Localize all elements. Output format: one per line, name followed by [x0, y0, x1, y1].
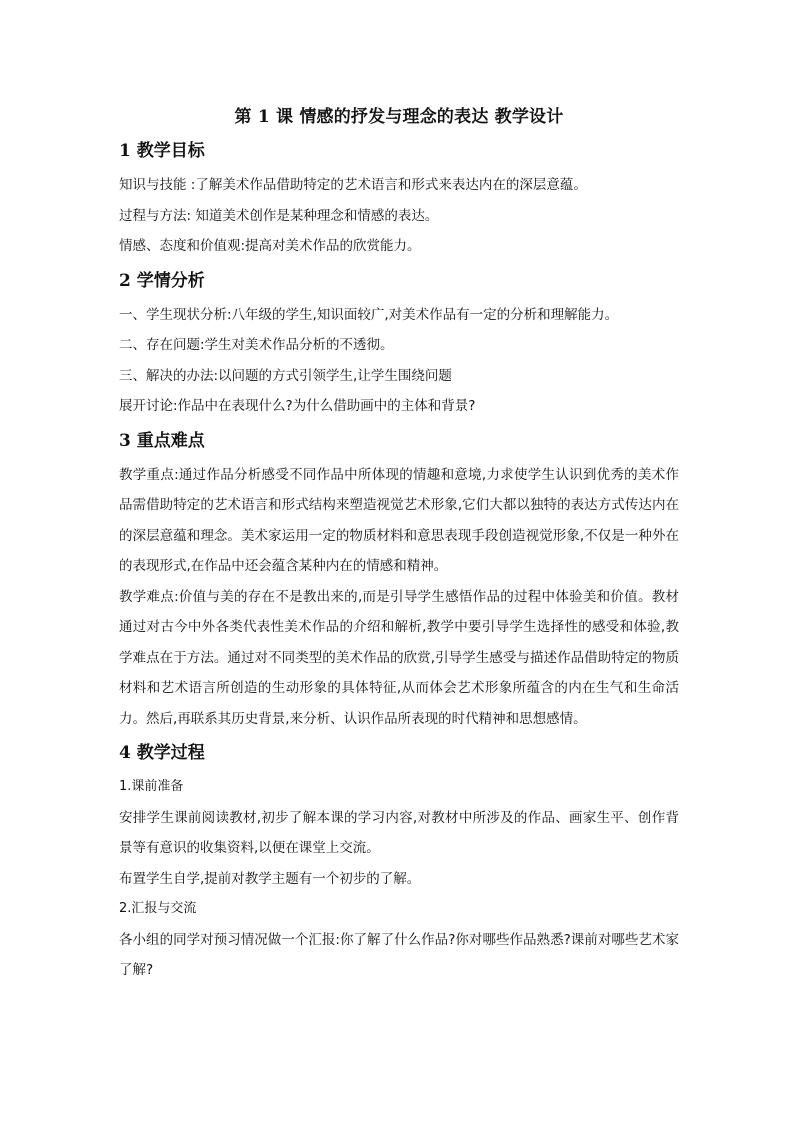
paragraph: 过程与方法: 知道美术创作是某种理念和情感的表达。 [119, 207, 439, 224]
section-heading: 3 重点难点 [119, 430, 205, 451]
document-title: 第 1 课 情感的抒发与理念的表达 教学设计 [234, 107, 564, 127]
paragraph: 安排学生课前阅读教材,初步了解本课的学习内容,对教材中所涉及的作品、画家生平、创作背景等有意识的收集资料,以便在课堂上交流。 [119, 809, 679, 856]
subheading: 2.汇报与交流 [119, 901, 197, 916]
paragraph: 知识与技能 :了解美术作品借助特定的艺术语言和形式来表达内在的深层意蕴。 [119, 177, 587, 193]
paragraph: 三、解决的办法:以问题的方式引领学生,让学生围绕问题 [119, 367, 452, 384]
section-key-difficulties [119, 428, 679, 735]
paragraph: 一、学生现状分析:八年级的学生,知识面较广,对美术作品有一定的分析和理解能力。 [119, 306, 619, 323]
document-page [119, 104, 679, 986]
paragraph: 教学重点:通过作品分析感受不同作品中所体现的情趣和意境,力求使学生认识到优秀的美术作品需借助特定的艺术语言和形式结构来塑造视觉艺术形象,它们大都以独特的表达方式传达内在的深层意蕴和理念。美术家运用一定的物质材料和意思表现手段创造视觉形象,不仅是一种外在的表现形式,在作品中还会蕴含某种内在的情感和精神。 [119, 466, 679, 574]
paragraph: 展开讨论:作品中在表现什么?为什么借助画中的主体和背景? [119, 398, 476, 414]
section-teaching-process [119, 740, 679, 986]
paragraph: 二、存在问题:学生对美术作品分析的不透彻。 [119, 337, 394, 353]
section-heading: 4 教学过程 [119, 743, 205, 763]
paragraph: 各小组的同学对预习情况做一个汇报:你了解了什么作品?你对哪些作品熟悉?课前对哪些艺术家了解? [119, 931, 679, 978]
section-heading: 2 学情分析 [119, 270, 205, 291]
paragraph: 情感、态度和价值观:提高对美术作品的欣赏能力。 [119, 238, 421, 254]
paragraph: 布置学生自学,提前对教学主题有一个初步的了解。 [119, 870, 421, 887]
subheading: 1.课前准备 [119, 779, 184, 794]
paragraph: 教学难点:价值与美的存在不是教出来的,而是引导学生感悟作品的过程中体验美和价值。教材通过对古今中外各类代表性美术作品的介绍和解析,教学中要引导学生选择性的感受和体验,教学难点在于方法。通过对不同类型的美术作品的欣赏,引导学生感受与描述作品借助特定的物质材料和艺术语言所创造的生动形象的具体特征,从而体会艺术形象所蕴含的内在生气和生命活力。然后,再联系其历史背景,来分析、认识作品所表现的时代精神和思想感情。 [119, 588, 679, 727]
section-heading: 1 教学目标 [119, 141, 205, 161]
section-student-analysis [119, 268, 679, 422]
section-teaching-objectives [119, 138, 679, 262]
